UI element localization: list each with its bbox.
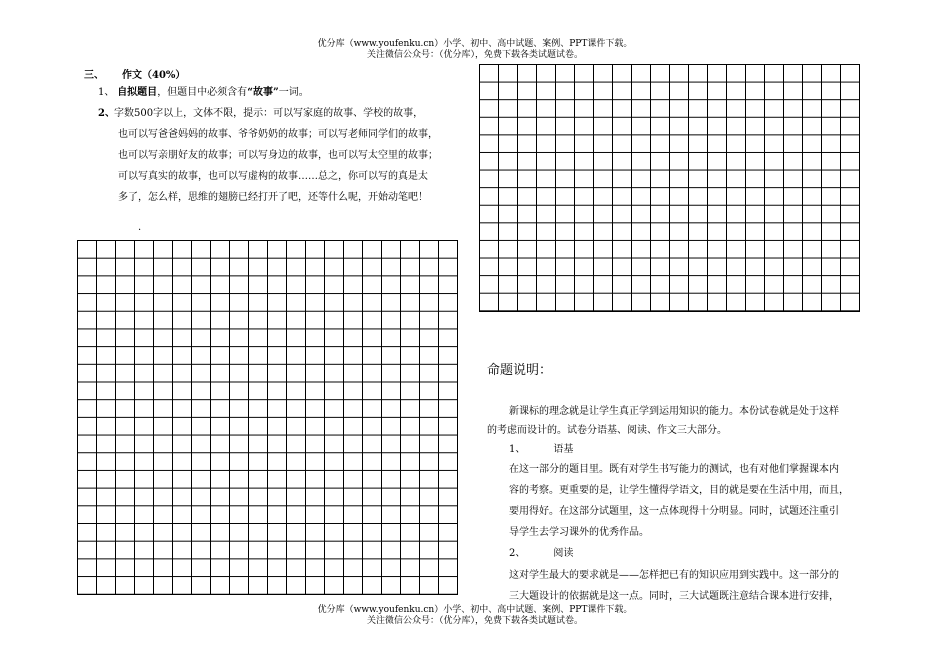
notes-part2-heading	[509, 543, 573, 564]
requirement-2	[98, 103, 423, 124]
notes-intro-line-1: 新课标的理念就是让学生真正学到运用知识的能力。本份试卷就是处于这样	[509, 406, 839, 417]
notes-part2-line-2: 三大题设计的依据就是这一点。同时，三大试题既注意结合课本进行安排，	[509, 591, 839, 602]
notes-part2-title: 阅读	[553, 548, 574, 559]
writing-grid-left[interactable]	[77, 240, 458, 595]
notes-part2-number: 2、	[509, 548, 526, 559]
notes-part1-line-4: 导学生去学习课外的优秀作品。	[509, 527, 649, 538]
notes-title: 命题说明：	[487, 363, 553, 378]
notes-part1-heading	[509, 439, 573, 460]
requirement-1-end: 一词。	[278, 87, 309, 98]
requirement-2-line-1: 字数500字以上，文体不限，提示：可以写家庭的故事、学校的故事，	[114, 108, 424, 119]
page-header-line2: 关注微信公众号：（优分库），免费下载各类试题试卷。	[366, 50, 583, 60]
notes-part1-line-1: 在这一部分的题目里。既有对学生书写能力的测试，也有对他们掌握课本内	[509, 464, 839, 475]
section-title: 作文（40%）	[122, 70, 186, 81]
page-footer-line1: 优分库（www.youfenku.cn）小学、初中、高中试题、案例、PPT课件下载。	[317, 605, 633, 615]
notes-part1-title: 语基	[553, 444, 574, 455]
page-footer-line2: 关注微信公众号：（优分库），免费下载各类试题试卷。	[366, 616, 583, 626]
requirement-1-middle: ，但题目中必须含有	[157, 87, 248, 98]
requirement-1	[98, 82, 309, 103]
notes-part1-line-2: 容的考察。更重要的是，让学生懂得学语文，目的就是要在生活中用，而且，	[509, 485, 849, 496]
page-header-line1: 优分库（www.youfenku.cn）小学、初中、高中试题、案例、PPT课件下载。	[317, 39, 633, 49]
requirement-1-number: 1、	[98, 87, 115, 98]
notes-part2-line-1: 这对学生最大的要求就是——怎样把已有的知识应用到实践中。这一部分的	[509, 570, 839, 581]
notes-part1-number: 1、	[509, 444, 526, 455]
requirement-2-line-2: 也可以写爸爸妈妈的故事、爷爷奶奶的故事；可以写老师同学们的故事，	[118, 129, 438, 140]
notes-intro-line-2: 的考虑而设计的。试卷分语基、阅读、作文三大部分。	[487, 425, 727, 436]
stray-dot: .	[138, 222, 142, 233]
requirement-1-keyword: “故事”	[247, 87, 279, 98]
requirement-2-line-4: 可以写真实的故事，也可以写虚构的故事……总之，你可以写的真是太	[118, 171, 428, 182]
writing-grid-right[interactable]	[479, 64, 860, 312]
section-number: 三、	[84, 70, 104, 81]
requirement-2-line-3: 也可以写亲朋好友的故事；可以写身边的故事，也可以写太空里的故事；	[118, 150, 438, 161]
notes-part1-line-3: 要用得好。在这部分试题里，这一点体现得十分明显。同时，试题还注重引	[509, 506, 839, 517]
requirement-2-number: 2、	[98, 108, 115, 119]
requirement-1-bold: 自拟题目	[117, 87, 158, 98]
requirement-2-line-5: 多了，怎么样，思维的翅膀已经打开了吧，还等什么呢，开始动笔吧！	[118, 192, 428, 203]
